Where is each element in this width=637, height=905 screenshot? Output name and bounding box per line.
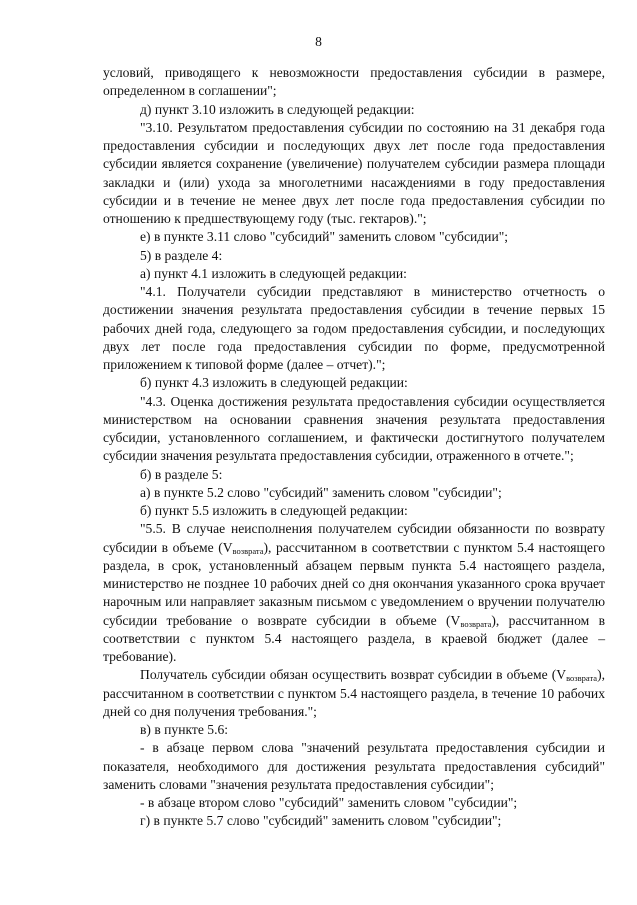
- paragraph-5-5: [103, 520, 605, 666]
- paragraph-4-1: "4.1. Получатели субсидии представляют в министерство отчетность о достижении значения результата предоставления субсидии в течение первых 15 рабочих дней года, следующего за годом предоставления субсидии, и последующих двух лет после года предоставления субсидии по форме, предусмотренной приложением к типовой форме (далее – отчет).";: [103, 284, 605, 372]
- paragraph-obligation-part-1: Получатель субсидии обязан осуществить возврат субсидии в объеме (V: [140, 667, 567, 683]
- paragraph-item-e: е) в пункте 3.11 слово "субсидий" заменить словом "субсидии";: [140, 229, 509, 245]
- page-number: 8: [315, 34, 322, 49]
- paragraph-4-3: "4.3. Оценка достижения результата предоставления субсидии осуществляется министерством на основании сравнения значения результата предоставления субсидии, установленного соглашением, и фактически достигнутого получателем субсидии значения результата предоставления субсидии, отраженного в отчете.";: [103, 393, 605, 464]
- paragraph-item-d: д) пункт 3.10 изложить в следующей редакции:: [140, 101, 415, 117]
- paragraph-5-6-first: - в абзаце первом слова "значений результата предоставления субсидии и показателя, необходимого для достижения результата предоставления субсидий" заменить словами "значения результата предоставления субсидии";: [103, 740, 605, 792]
- paragraph-section-4: 5) в разделе 4:: [140, 247, 223, 263]
- paragraph-item-v-5-6: в) в пункте 5.6:: [140, 722, 229, 737]
- paragraph-obligation: [103, 666, 605, 721]
- v-return-subscript: возврата: [566, 673, 598, 684]
- paragraph-item-b-5-5: б) пункт 5.5 изложить в следующей редакции:: [140, 503, 408, 518]
- paragraph-item-a-4-1: а) пункт 4.1 изложить в следующей редакции:: [140, 265, 407, 281]
- paragraph-continuation: условий, приводящего к невозможности предоставления субсидии в размере, определенном в соглашении";: [103, 65, 605, 99]
- paragraph-item-g-5-7: г) в пункте 5.7 слово "субсидий" заменить словом "субсидии";: [140, 813, 502, 829]
- paragraph-item-b-4-3: б) пункт 4.3 изложить в следующей редакции:: [140, 375, 408, 391]
- paragraph-obligation-part-2: ), рассчитанном в соответствии с пунктом 5.4 настоящего раздела, в течение 10 рабочих дней со дня получения требования.";: [103, 667, 605, 719]
- paragraph-5-5-part-1: "5.5. В случае неисполнения получателем субсидии обязанности по возврату субсидии в объеме (V: [103, 521, 605, 555]
- paragraph-5-5-part-2: ), рассчитанном в соответствии с пунктом 5.4 настоящего раздела, в срок, установленный абзацем первым пункта 5.4 настоящего раздела, министерство не позднее 10 рабочих дней со дня окончания указанного срока вручает нарочным или направляет заказным письмом с уведомлением о вручении получателю субсидии требование о возврате субсидии в объеме (V: [103, 539, 605, 628]
- paragraph-5-6-second: - в абзаце втором слово "субсидий" заменить словом "субсидии";: [140, 795, 518, 810]
- paragraph-3-10: "3.10. Результатом предоставления субсидии по состоянию на 31 декабря года предоставления субсидии и последующих двух лет после года предоставления субсидии является сохранение (увеличение) получателем субсидии размера площади закладки и (или) ухода за многолетними насаждениями в году предоставления субсидии и в течение не менее двух лет после года предоставления субсидии по отношению к предшествующему году (тыс. гектаров).";: [103, 119, 605, 226]
- document-body: [103, 64, 605, 831]
- v-return-subscript: возврата: [460, 618, 492, 629]
- paragraph-5-5-part-3: ), рассчитанном в соответствии с пунктом 5.4 настоящего раздела, в краевой бюджет (далее – требование).: [103, 612, 605, 664]
- paragraph-section-5: б) в разделе 5:: [140, 466, 223, 482]
- paragraph-item-a-5-2: а) в пункте 5.2 слово "субсидий" заменить словом "субсидии";: [140, 484, 502, 500]
- v-return-subscript: возврата: [232, 545, 264, 556]
